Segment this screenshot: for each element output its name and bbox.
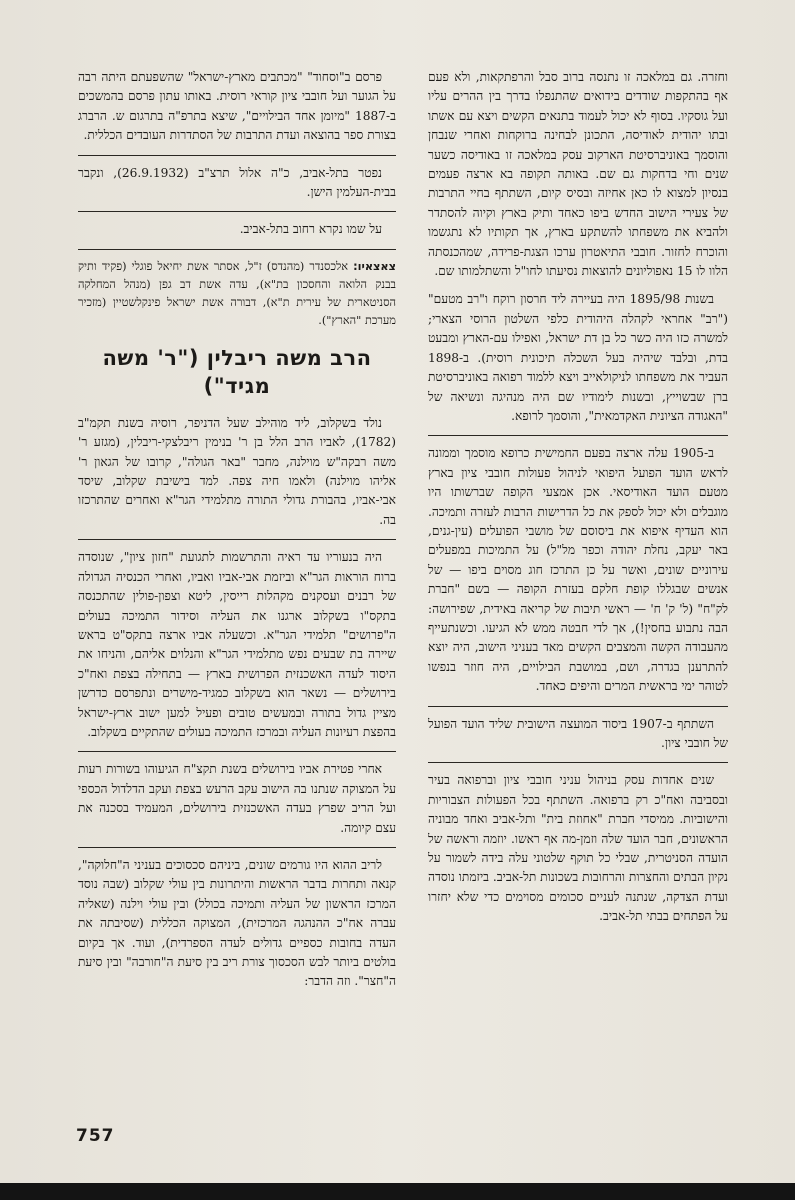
- divider: [78, 211, 396, 212]
- paragraph: על שמו נקרא רחוב בתל-אביב.: [239, 222, 382, 237]
- paragraph: נפטר בתל-אביב, כ"ה אלול תרצ"ב (26.9.1932), ונקבר בבית-העלמין הישן.: [78, 165, 396, 200]
- divider: [78, 847, 396, 848]
- divider: [428, 435, 728, 436]
- paragraph: וחזרה. גם במלאכה זו נתנסה ברוב סבל והרפתקאות, ולא פעם אף בהתקפות שודדים בידואים שהתנפלו בדרך בין ההרים עליו ועל גוסקיו. בסוף לא יכול לעמוד בתנאים הקשים ויצא עם אשתו ובתו יהודית לאודיסה, התכונן לבחינה ברוקחות ואחרי שנבחן והוסמך באוניברסיטת הארקוב עסק במלאכה זו באודיסה כשער שנים וחי בדחקות גם שם. באותה תקופה בא ארצה פעמים בנסיון למצוא לו כאן אחיזה ובסיס קיום, השתתף בחיי התרבות של צעירי הישוב החדש ביפו כאחד ותיק בארץ וקיוה להסתדר ולהביא את משפחתו להשתקע בארץ, אך תקותיו לא נתגשמו והוכרח לחזור. חובבי התיאטרון ערכו הצגת-פרידה, שמהכנסתה הלוו לו 15 נאפוליונים להוצאות נסיעתו לחו"ל והשתלמותו שם.: [428, 70, 728, 279]
- paragraph: היה בנעוריו עד ראיה והתרשמות לתגועת "חזון ציון", שנוסדה ברוח הוראות הגר"א וביזמת אבי-אביו ואביו, ואחרי הכנסיה הגדולה של רבנים ועסקנים מקהלות רייסין, ליטא וצפון-פולין שהתכנסה בתקס"ו בשקלוב ארגנו את העליה וסידור התמיכה בעולים ה"פרושים" תלמידי הגר"א. וכשעלה אביו ארצה בתקס"ט בראש שיירה בת שבעים נפש מתלמידי הגר"א והנלוים אליהם, והניחו את היסוד לעדה האשכנזית הפרושית בארץ — בתחילה בצפת ואח"כ בירושלים — נשאר הוא בשקלוב כמגיד-מישרים ונתפרסם כדרשן מציין גדול בתורה ובמעשים טובים ופעיל למען ישוב ארץ-ישראל בהפצת רעיונות העליה ובמרכז התמיכה בעולים שהתקיים בשקלוב.: [78, 550, 396, 739]
- family-label: צאצאיו:: [353, 259, 396, 273]
- page-number: 757: [76, 1126, 115, 1146]
- divider: [428, 762, 728, 763]
- paragraph: לריב ההוא היו גורמים שונים, ביניהם סכסוכים בעניני ה"חלוקה", קנאה ותחרות בדבר הראשות והיתרונות בין עולי שקלוב (שבה נוסד המרכז הראשון של העליה ותמיכה בכולל) ובין עולי וילנה (שאליה עברה אח"כ ההנהגה המרכזית), המצוקה הכללית (שסיבתה את העדה בחובות כספיים גדולים לעדה הספרדית), ועוד. אך בקיום בולטים ביותר לבש הסכסוך צורת ריב בין סיעת ה"חורבה" ובין סיעת ה"חצר". וזה הדבר:: [78, 857, 396, 989]
- divider: [78, 751, 396, 752]
- paragraph: נולד בשקלוב, ליד מוהילב שעל הדניפר, רוסיה בשנת תקמ"ב (1782), לאביו הרב הלל בן ר' בנימין ריבלצקי-ריבלין, (מגזע ר' משה רבקה"ש מוילנה, מחבר "באר הגולה", קרובו של הגאון ר' אליהו מוילנה) ולאמו חיה צפה. למד בישיבת שקלוב, שיסד אבי-אביו, בהבורת גדולי התורה מתלמידי הגר"א ואחרים שהתרכזו בה.: [78, 415, 396, 527]
- family-paragraph: [78, 258, 396, 330]
- left-text-column: [78, 68, 396, 1118]
- paragraph: השתתף ב-1907 ביסוד המועצה הישובית שליד הועד הפועל של חובבי ציון.: [428, 716, 728, 750]
- divider: [78, 539, 396, 540]
- right-text-column: [428, 68, 728, 1118]
- paragraph: אחרי פטירת אביו בירושלים בשנת תקצ"ח הגיעוהו בשורות רעות על המצוקה שנתנו בה הישוב עקב הרעש בצפת ועקב הדלדול הכספי ועל הריב שפרץ בעדה האשכנזית בירושלים, המעמיד בסכנה את עצם קיומה.: [78, 762, 396, 835]
- section-title: הרב משה ריבלין ("ר' משה מגיד"): [102, 345, 372, 398]
- divider: [428, 706, 728, 707]
- divider: [78, 155, 396, 156]
- paragraph: ב-1905 עלה ארצה בפעם החמישית כרופא מוסמך וממונה לראש הועד הפועל היפואי לניהול פעולות חובבי ציון בארץ מטעם הועד האודיסאי. אכן אמצעי הקופה שברשותו היו מוגבלים ולא יכול לספק את כל הדרישות הרבות לעזרה ותמיכה. הוא העדיף איפוא את ביסוסם של מושבי הפועלים (עין-גנים, באר יעקב, נחלת יהודה וכפר מל"ל) על התמיכות במפעלים עירוניים שונים, ואשר על כן התרכז חוג מסוים ביפו — של אנשים שבגללו קופת חלקם בעזרת הקופה — בשם "חברת לק"ח" (ל' ק' ח' — ראשי תיבות של קריאה באידית, שפירושה: הבה נתבוע בחסין!), אך לדי חבטה ממש לא הגיעו. וכשנתעייף מהעבודה הקשה והמצבים הקשים מאד בעניני הישוב, היה יוצא להתרענן בגדרה, ושם, במושבת הבילויים, היה חוזר בנפשו לטוהר ימי בראשית המרים והיפים כאחד.: [428, 446, 728, 694]
- paragraph: בשנות 1895/98 היה בעיירה ליד חרסון רוקח ו"רב מטעם" ("רב" אחראי לקהלה היהודית כלפי השלטון הרוסי הצארי; למשרה כזו היה כשר כל בן דת ישראל, ואפילו עם-הארץ ומבעט בדת, ובלבד שיהיה בעל השכלה תיכונית רוסית). ב-1898 העביר את משפחתו לניקולאייב ויצא ללמוד רפואה באוניברסיטת ברן שבשוייץ, ובשנות לימודיו שם היה מנהיגה ונשיאה של "האגודה הציונית האקדמאית", והוסמך לרופא.: [428, 292, 728, 423]
- family-text: אלכסנדר (מהנדס) ז"ל, אסתר אשת יחיאל פוגלי (פקיד ותיק בבנק הלואה והחסכון בת"א), עדה אשת דב גפן (מנהל המחלקה הסניטארית של עירית ת"א), דבורה אשת ישראל פינקלשטיין (מזכיר מערכת "הארץ").: [78, 259, 396, 327]
- paragraph: שנים אחדות עסק בניהול עניני חובבי ציון וברפואה בעיר ובסביבה ואח"כ רק ברפואה. השתתף בכל הפעולות הצבוריות והישוביות. ממיסדי חברת "אחוזת בית" ותל-אביב ואחד מבוניה הראשונים, חבר הועד שלה וזמן-מה אף ראשו. יוזמה וראשה של הועדה הסניטרית, שבלי כל תוקף שלטוני עלה בידה לשמור על נקיון הבתים והחצרות והרחובות בשכונות תל-אביב. ביזמתו נוסדה ועדת הצדקה, שנתנה לעניים סכומים מסוימים כדי שלא יחזרו על הפתחים בבתי תל-אביב.: [428, 773, 728, 924]
- paragraph: פרסם ב"וסחוד" "מכתבים מארץ-ישראל" שהשפעתם היתה רבה על הגוער ועל חובבי ציון קוראי רוסית. באותו עתון פרסם בהמשכים ב-1887 "מיומן אחד הבילויים", שיצא בתרפ"ה בתרגום ש. הרברג בצורת ספר בהוצאה ועדת התרבות של הסתדרות העובדים הכללית.: [78, 70, 396, 143]
- scan-bottom-edge: [0, 1183, 795, 1200]
- divider: [78, 249, 396, 250]
